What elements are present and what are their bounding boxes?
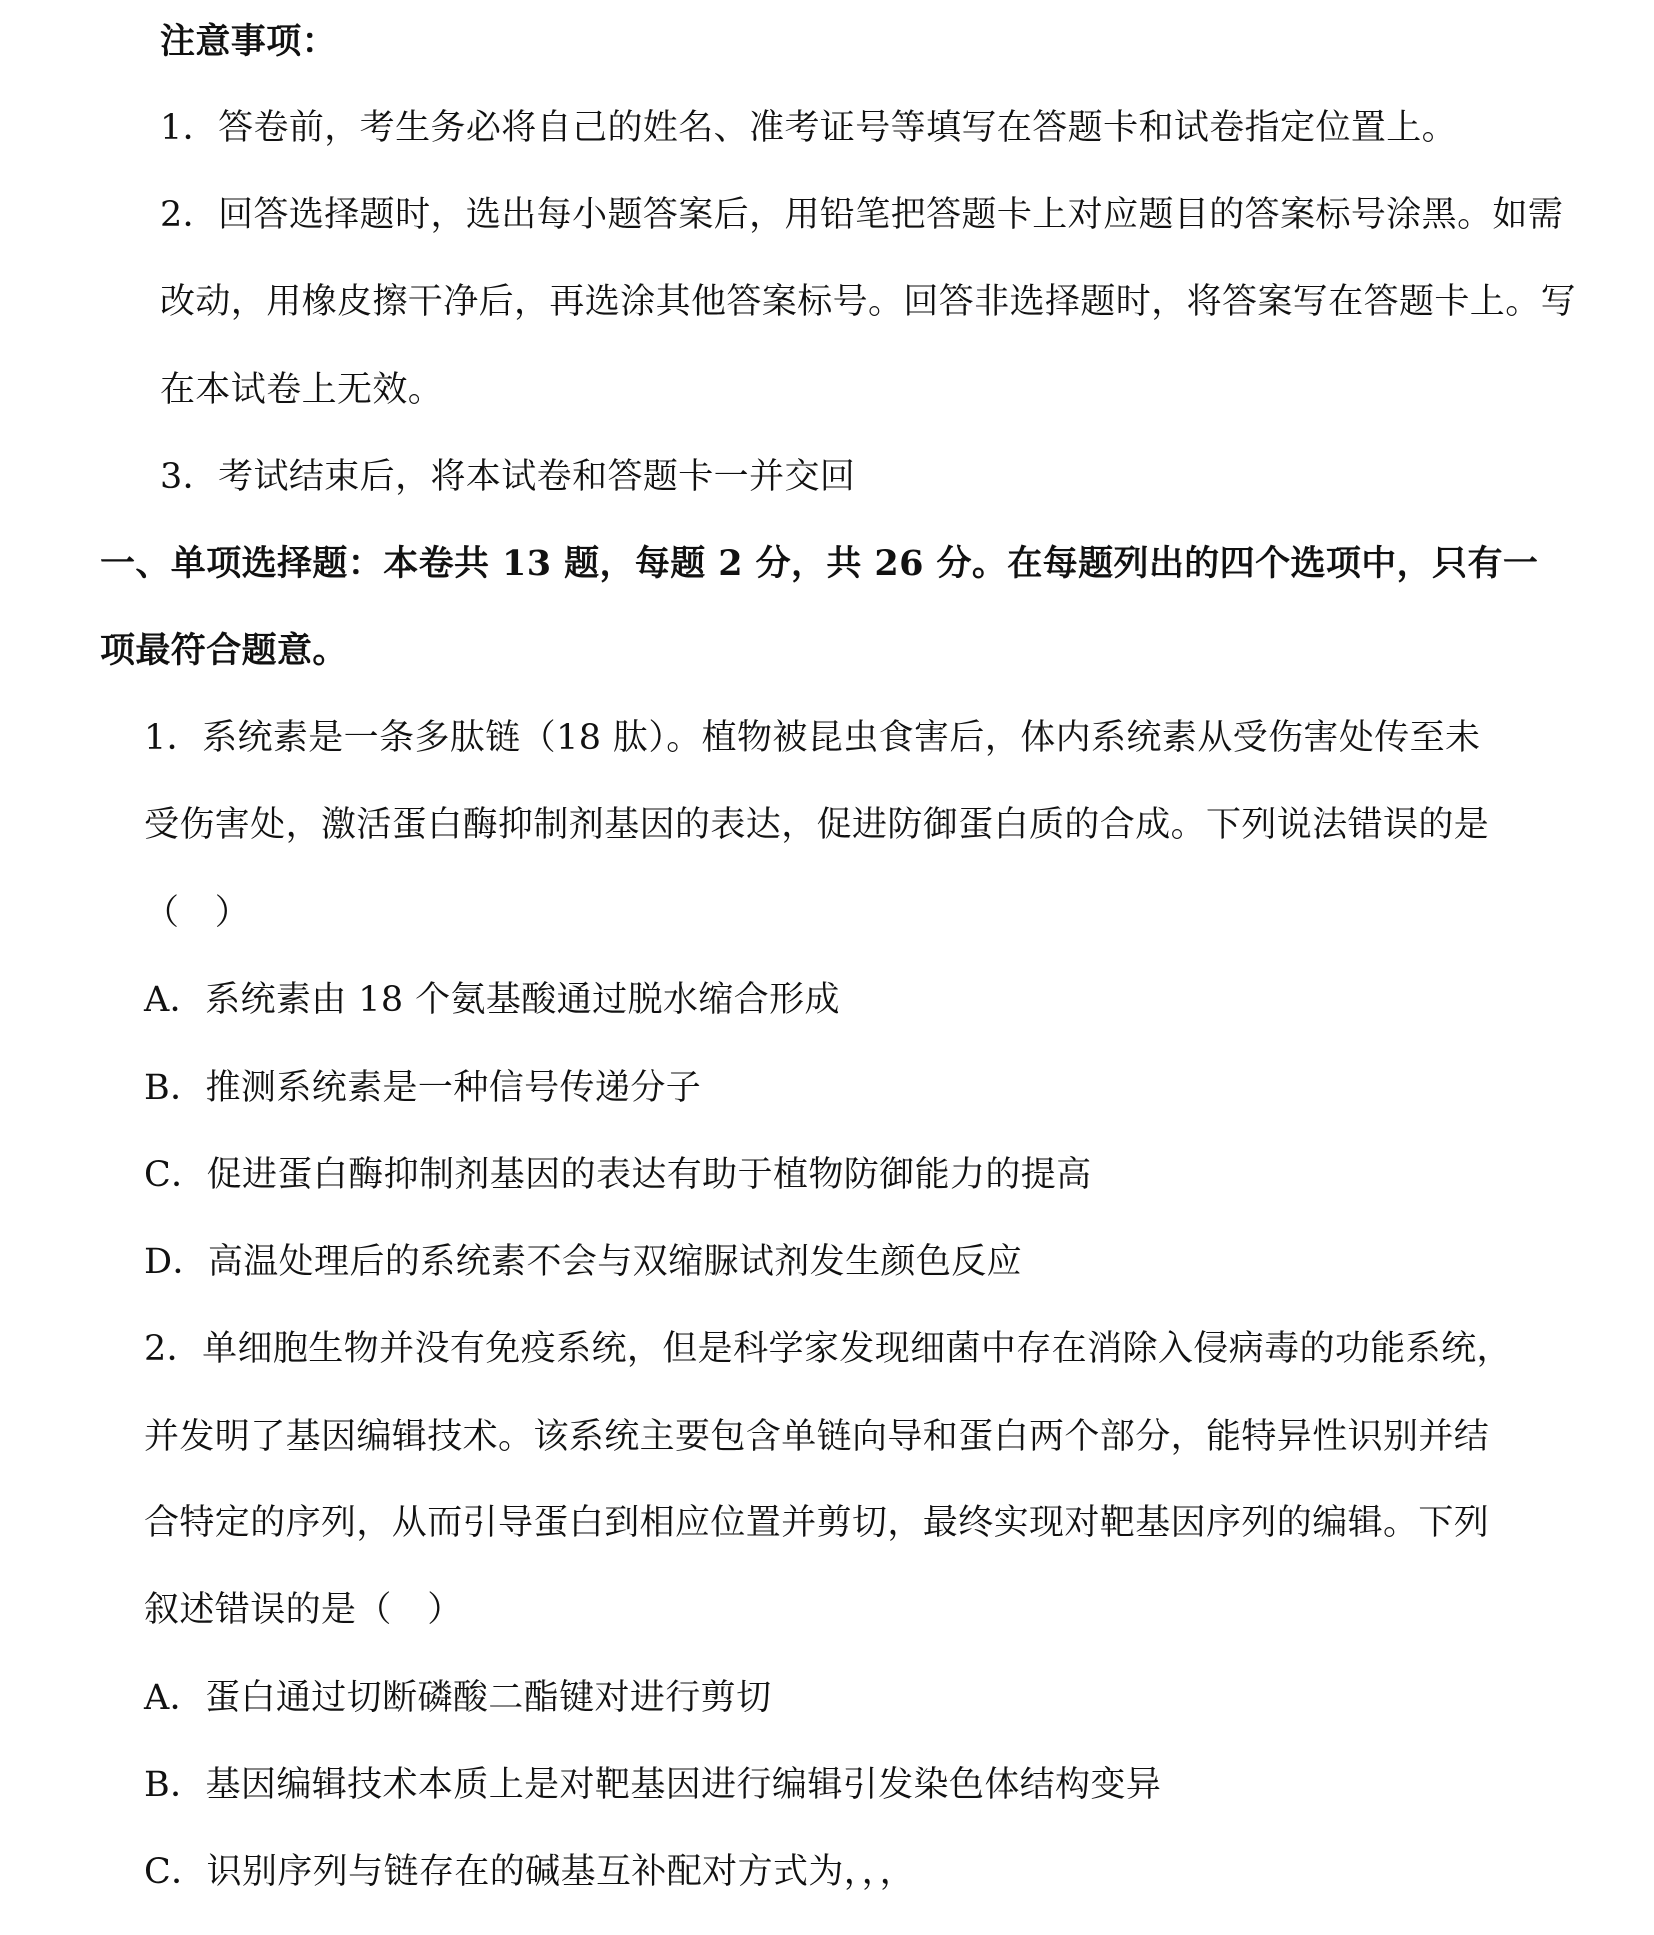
question-2-stem-line-3: 合特定的序列，从而引导蛋白到相应位置并剪切，最终实现对靶基因序列的编辑。下列: [144, 1503, 1490, 1543]
question-1-option-d: D．高温处理后的系统素不会与双缩脲试剂发生颜色反应: [144, 1242, 1023, 1282]
question-2-option-a: A．蛋白通过切断磷酸二酯键对进行剪切: [144, 1678, 772, 1718]
question-1-option-c: C．促进蛋白酶抑制剂基因的表达有助于植物防御能力的提高: [144, 1155, 1092, 1195]
question-2-stem-line-1: 2．单细胞生物并没有免疫系统，但是科学家发现细菌中存在消除入侵病毒的功能系统，: [144, 1329, 1512, 1369]
section-heading-line-1: 一、单项选择题：本卷共 13 题，每题 2 分，共 26 分。在每题列出的四个选项中，只有一: [100, 543, 1539, 584]
question-1-stem-line-2: 受伤害处，激活蛋白酶抑制剂基因的表达，促进防御蛋白质的合成。下列说法错误的是: [144, 805, 1490, 845]
notice-title: 注意事项：: [160, 22, 338, 62]
notice-item-2-line-1: 2．回答选择题时，选出每小题答案后，用铅笔把答题卡上对应题目的答案标号涂黑。如需: [160, 195, 1564, 235]
question-2-option-b: B．基因编辑技术本质上是对靶基因进行编辑引发染色体结构变异: [144, 1765, 1162, 1805]
question-1-answer-blank: （ ）: [144, 893, 251, 933]
question-2-option-c: C．识别序列与链存在的碱基互补配对方式为，，，: [144, 1852, 915, 1892]
question-1-option-b: B．推测系统素是一种信号传递分子: [144, 1068, 702, 1108]
notice-item-2-line-2: 改动，用橡皮擦干净后，再选涂其他答案标号。回答非选择题时，将答案写在答题卡上。写: [160, 282, 1577, 322]
question-2-stem-line-4: 叙述错误的是（ ）: [144, 1590, 463, 1630]
question-2-stem-line-2: 并发明了基因编辑技术。该系统主要包含单链向导和蛋白两个部分，能特异性识别并结: [144, 1417, 1490, 1457]
notice-item-1: 1．答卷前，考生务必将自己的姓名、准考证号等填写在答题卡和试卷指定位置上。: [160, 108, 1458, 148]
notice-item-3: 3．考试结束后，将本试卷和答题卡一并交回: [160, 457, 856, 497]
question-1-option-a: A．系统素由 18 个氨基酸通过脱水缩合形成: [144, 980, 840, 1020]
section-heading-line-2: 项最符合题意。: [100, 630, 348, 671]
question-1-stem-line-1: 1．系统素是一条多肽链（18 肽）。植物被昆虫食害后，体内系统素从受伤害处传至未: [144, 718, 1481, 758]
notice-item-2-line-3: 在本试卷上无效。: [160, 370, 444, 410]
